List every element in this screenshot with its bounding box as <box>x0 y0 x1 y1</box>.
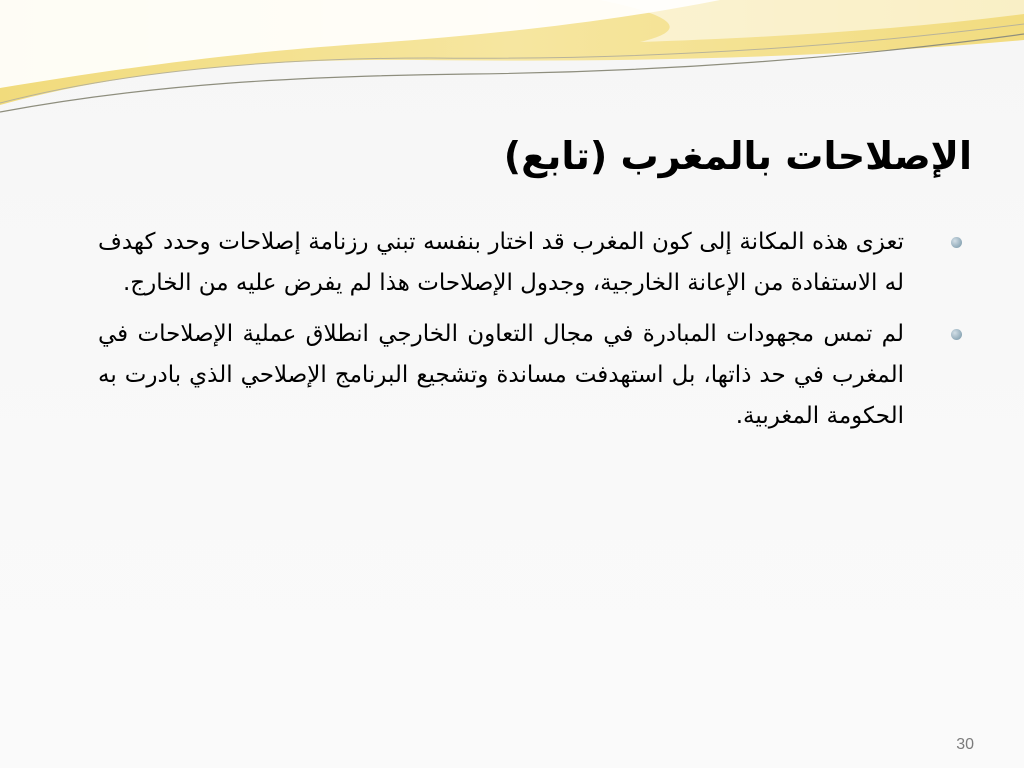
slide-title: الإصلاحات بالمغرب (تابع) <box>503 134 972 178</box>
bullet-item-1 <box>98 222 968 304</box>
bullet-dot-icon <box>951 329 962 340</box>
bullet-text-1: تعزى هذه المكانة إلى كون المغرب قد اختار بنفسه تبني رزنامة إصلاحات وحدد كهدف له الاستفادة من الإعانة الخارجية، وجدول الإصلاحات هذا لم يفرض عليه من الخارج. <box>98 229 904 296</box>
slide-number: 30 <box>956 736 974 753</box>
bullet-item-2 <box>98 314 968 437</box>
bullet-dot-icon <box>951 237 962 248</box>
header-wave-decoration <box>0 0 1024 130</box>
bullet-text-2: لم تمس مجهودات المبادرة في مجال التعاون الخارجي انطلاق عملية الإصلاحات في المغرب في حد ذاتها، بل استهدفت مساندة وتشجيع البرنامج الإصلاحي الذي بادرت به الحكومة المغربية. <box>98 321 904 429</box>
bullet-list <box>98 222 968 447</box>
